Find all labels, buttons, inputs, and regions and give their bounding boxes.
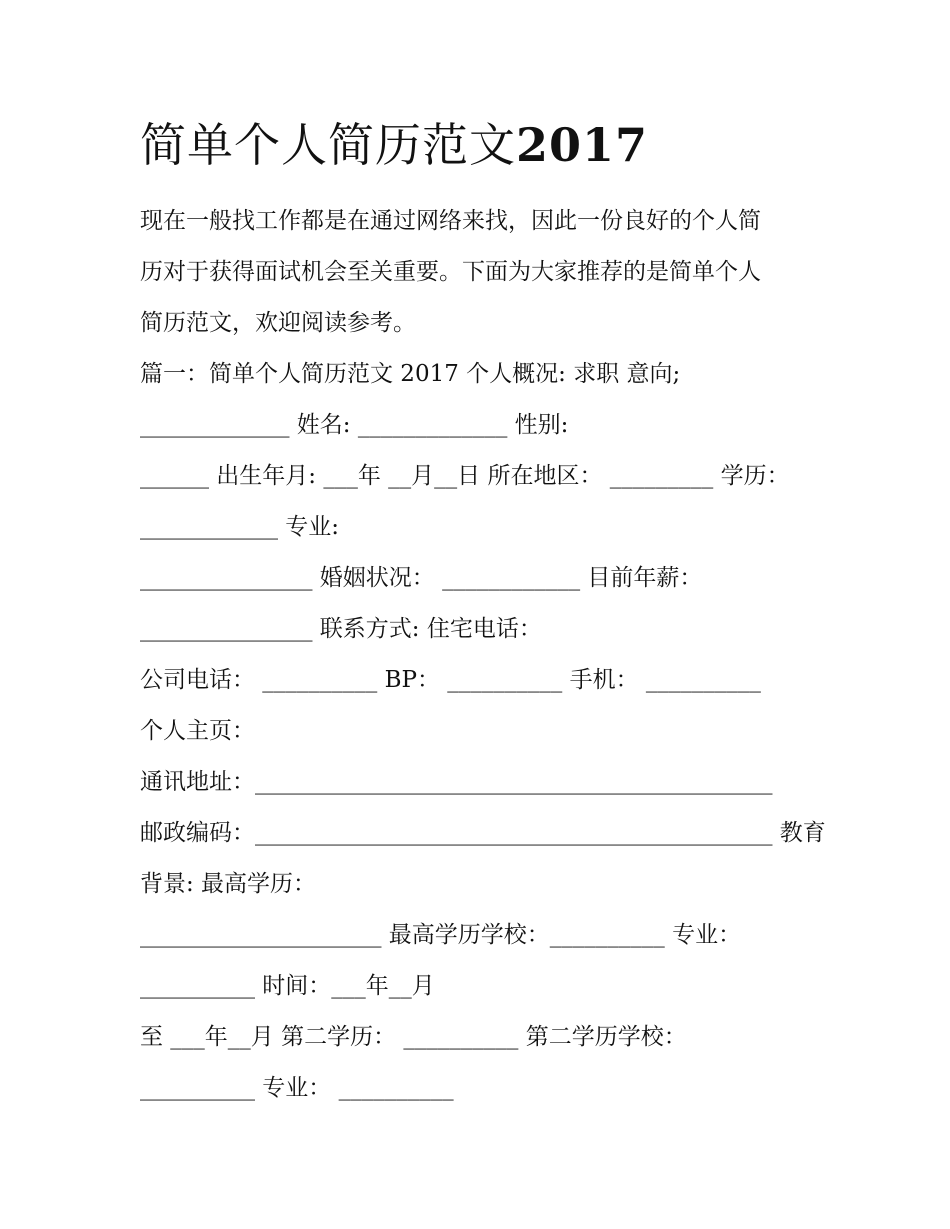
form-line-address: 通讯地址：_____________________________________________ bbox=[140, 769, 773, 795]
document-body bbox=[140, 196, 826, 1114]
form-line-marital-salary: _______________ 婚姻状况： ____________ 目前年薪： bbox=[140, 565, 703, 591]
title-text: 简单个人简历范文 bbox=[140, 118, 516, 172]
intro-line-2: 历对于获得面试机会至关重要。下面为大家推荐的是简单个人 bbox=[140, 259, 761, 285]
form-line-highest-school: _____________________ 最高学历学校：__________ 专业： bbox=[140, 922, 742, 948]
form-line-postcode: 邮政编码：_____________________________________________ 教育 bbox=[140, 820, 826, 846]
form-line-contact: _______________ 联系方式: 住宅电话： bbox=[140, 616, 542, 642]
form-line-homepage: 个人主页： bbox=[140, 718, 255, 744]
form-line-phones: 公司电话： __________ BP： __________ 手机： __________ bbox=[140, 667, 761, 693]
intro-line-3: 简历范文，欢迎阅读参考。 bbox=[140, 310, 416, 336]
form-line-second-major: __________ 专业： __________ bbox=[140, 1075, 454, 1101]
form-line-education-background: 背景: 最高学历： bbox=[140, 871, 317, 897]
form-line-second-degree: 至 ___年__月 第二学历： __________ 第二学历学校： bbox=[140, 1024, 687, 1050]
title-year: 2017 bbox=[516, 118, 649, 172]
form-line-time: __________ 时间：___年__月 bbox=[140, 973, 435, 999]
form-line-name-gender: _____________ 姓名: _____________ 性别: bbox=[140, 412, 569, 438]
form-line-birth-region-education: ______ 出生年月: ___年 __月__日 所在地区： _________ 学历： bbox=[140, 463, 790, 489]
section-heading-line: 篇一：简单个人简历范文 2017 个人概况: 求职 意向; bbox=[140, 361, 681, 387]
intro-line-1: 现在一般找工作都是在通过网络来找，因此一份良好的个人简 bbox=[140, 208, 761, 234]
page-title bbox=[140, 112, 648, 178]
form-line-major: ____________ 专业: bbox=[140, 514, 340, 540]
